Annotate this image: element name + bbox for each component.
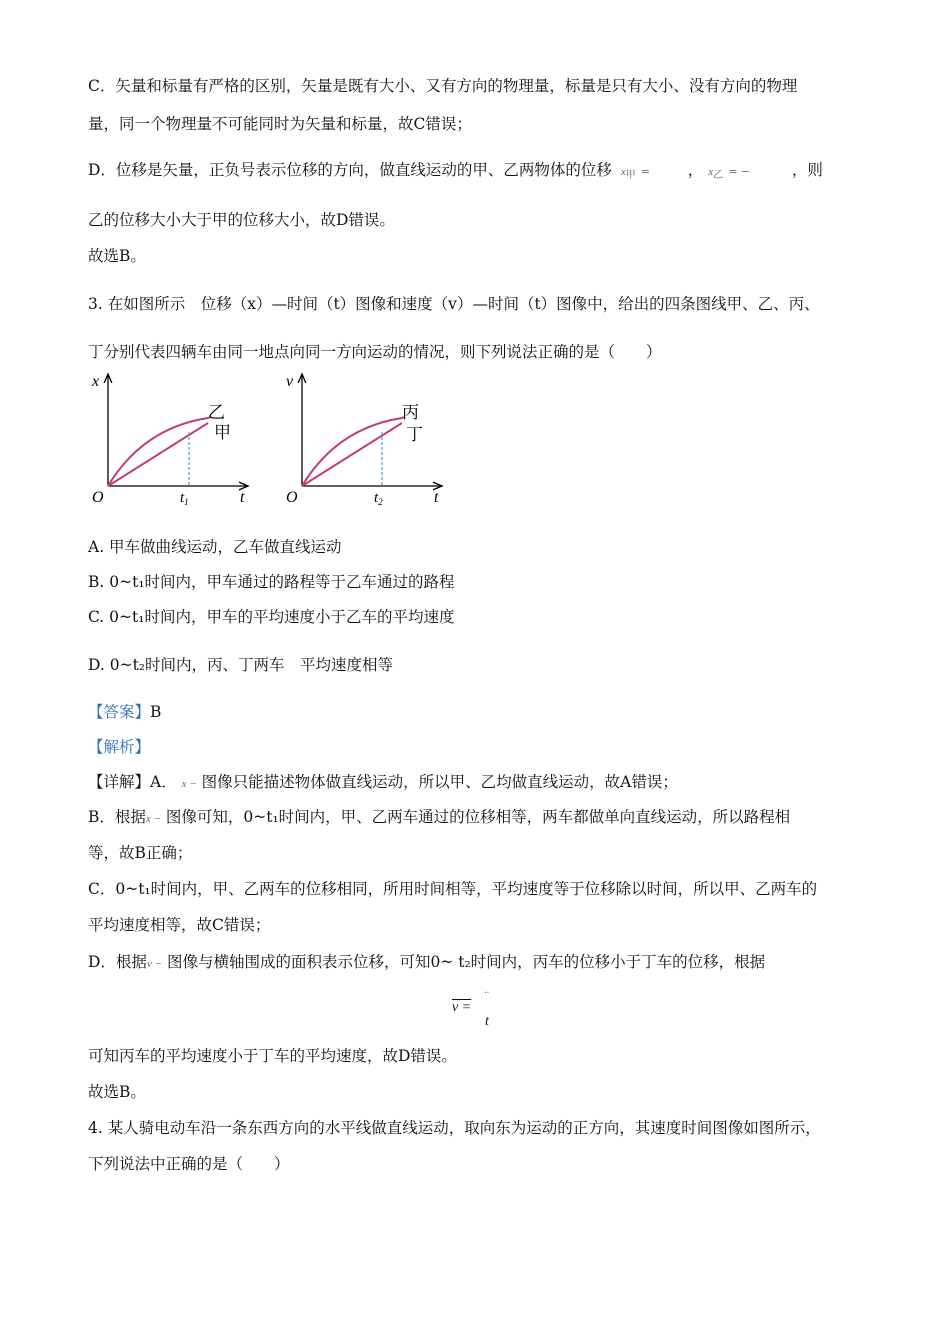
xt-label-yi: 乙 [208,403,225,422]
q4-stem-line2: 下列说法中正确的是（ ） [88,1155,290,1173]
q3-detail-d-line2: 可知丙车的平均速度小于丁车的平均速度，故D错误。 [88,1047,457,1065]
q3-option-a: A. 甲车做曲线运动，乙车做直线运动 [88,538,342,556]
xt-t1-label: $t_1$ [180,490,189,507]
vt-x-label: t [434,489,439,506]
q4-stem-line1: 4. 某人骑电动车沿一条东西方向的水平线做直线运动，取向东为运动的正方向，其速度时间图像如图所示， [88,1119,821,1137]
q3-detail-b-line1: B．根据x − 图像可知，0~t₁时间内，甲、乙两车通过的位移相等，两车都做单向直线运动，所以路程相 [88,808,791,826]
q3-stem-line2: 丁分别代表四辆车由同一地点向同一方向运动的情况，则下列说法正确的是（ ） [88,343,662,361]
q3-option-d: D. 0~t₂时间内，丙、丁两车 平均速度相等 [88,656,394,674]
avg-velocity-formula: v = ·· t [452,988,489,1029]
xt-graph [88,368,258,510]
xt-origin: O [92,489,104,506]
q2-option-c-line1: C．矢量和标量有严格的区别，矢量是既有大小、又有方向的物理量，标量是只有大小、没有方向的物理 [88,77,798,95]
vt-y-label: v [286,373,294,390]
vt-t2-label: $t_2$ [374,490,383,507]
q3-detail-a: 【详解】A． x − 图像只能描述物体做直线运动，所以甲、乙均做直线运动，故A错误； [88,773,678,791]
q3-answer: 【答案】B [88,703,162,721]
xt-line-yi [108,423,208,486]
vt-label-bing: 丙 [402,403,419,422]
vt-graph [282,368,452,510]
q2-choose: 故选B。 [88,247,146,265]
q3-choose: 故选B。 [88,1083,146,1101]
xt-y-label: x [92,373,100,390]
q3-stem-line1: 3. 在如图所示 位移（x）—时间（t）图像和速度（v）—时间（t）图像中，给出的四条图线甲、乙、丙、 [88,295,820,313]
q3-detail-d-line1: D．根据v − 图像与横轴围成的面积表示位移，可知0~ t₂时间内，丙车的位移小于丁车的位移，根据 [88,953,766,971]
vt-label-ding: 丁 [406,425,423,444]
vt-line-ding [302,423,402,486]
q3-detail-c-line1: C．0~t₁时间内，甲、乙两车的位移相同，所用时间相等，平均速度等于位移除以时间，所以甲、乙两车的 [88,880,818,898]
q3-option-b: B. 0~t₁时间内，甲车通过的路程等于乙车通过的路程 [88,573,455,591]
vt-origin: O [286,489,298,506]
q2-option-d-line1: D．位移是矢量，正负号表示位移的方向，做直线运动的甲、乙两物体的位移 $x_甲$ = ， $x_乙$ = − ，则 [88,161,823,181]
q3-option-c: C. 0~t₁时间内，甲车的平均速度小于乙车的平均速度 [88,608,455,626]
q3-detail-b-line2: 等，故B正确； [88,844,193,862]
xt-x-label: t [240,489,245,506]
q2-option-d-line2: 乙的位移大小大于甲的位移大小，故D错误。 [88,211,395,229]
q3-detail-c-line2: 平均速度相等，故C错误； [88,916,271,934]
q2-option-c-line2: 量，同一个物理量不可能同时为矢量和标量，故C错误； [88,115,472,133]
q3-analysis-tag: 【解析】 [88,738,151,756]
xt-label-jia: 甲 [214,423,231,442]
